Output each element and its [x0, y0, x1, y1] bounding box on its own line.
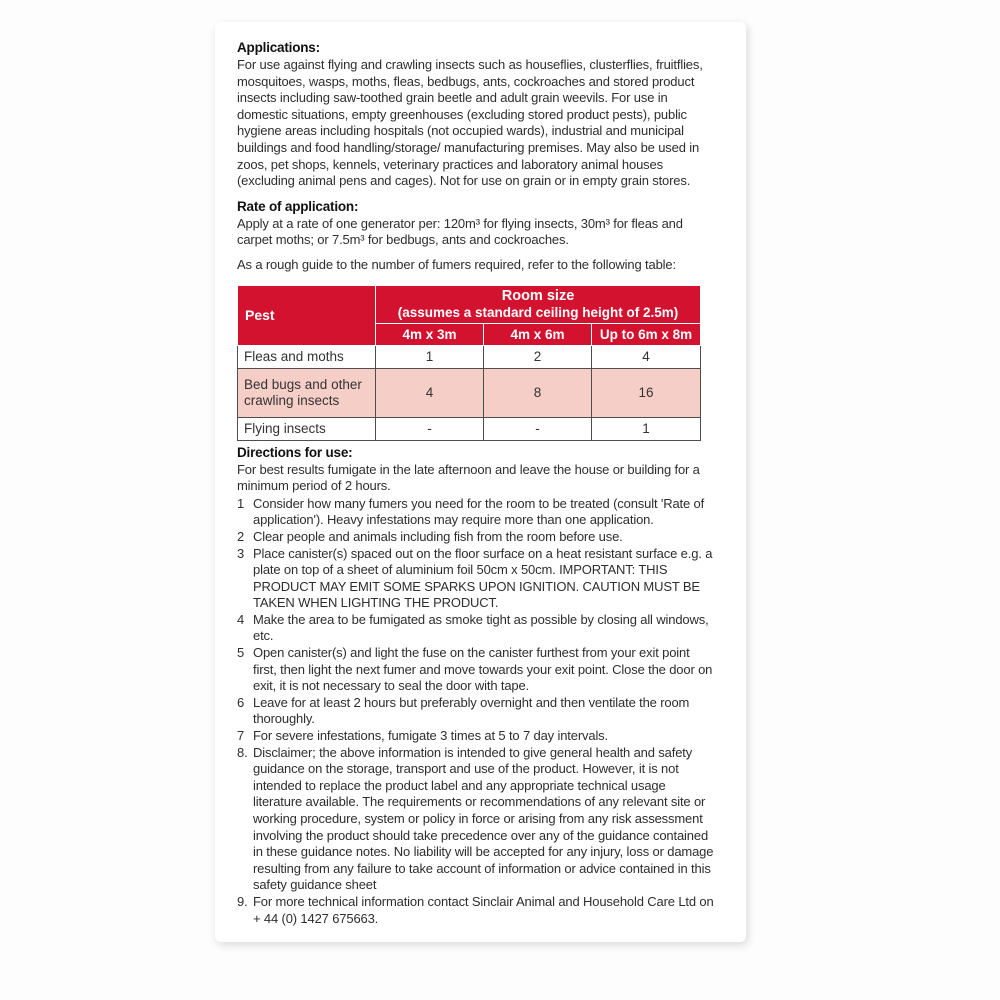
room-size-group-header: [376, 285, 701, 323]
label-sheet: [215, 22, 746, 942]
pest-name: Bed bugs and other crawling insects: [238, 368, 376, 417]
direction-step-9: [237, 894, 716, 927]
step-text: Make the area to be fumigated as smoke tight as possible by closing all windows, etc.: [253, 611, 709, 644]
step-text: Consider how many fumers you need for the room to be treated (consult 'Rate of application'). Heavy infestations may require more than one application.: [253, 495, 705, 528]
pest-name: Flying insects: [238, 417, 376, 440]
step-text: Clear people and animals including fish from the room before use.: [253, 528, 623, 544]
applications-heading: Applications:: [237, 40, 320, 55]
fumer-count: -: [376, 417, 484, 440]
fumer-count: 1: [592, 417, 701, 440]
direction-step-4: [237, 612, 716, 645]
rate-section: [237, 199, 716, 274]
step-number: 6: [237, 694, 245, 710]
fumer-count: 4: [592, 345, 701, 368]
fumer-count: 1: [376, 345, 484, 368]
step-number: 8.: [237, 744, 248, 760]
column-header-6x8: Up to 6m x 8m: [592, 323, 701, 345]
direction-step-1: [237, 496, 716, 529]
step-text: Leave for at least 2 hours but preferably overnight and then ventilate the room thoroughly.: [253, 694, 690, 727]
step-text: Disclaimer; the above information is intended to give general health and safety guidance on the storage, transport and use of the product. However, it is not intended to replace the product label and any appropriate technical usage literature available. The requirements or recommendations of any relevant site or working procedure, system or policy in force or arising from any risk assessment involving the product should take precedence over any of the guidance contained in these guidance notes. No liability will be accepted for any injury, loss or damage resulting from any failure to take account of information or advice contained in this safety guidance sheet: [253, 744, 714, 893]
table-row: [238, 345, 701, 368]
direction-step-5: [237, 645, 716, 695]
room-size-subtitle: (assumes a standard ceiling height of 2.5m): [397, 304, 679, 320]
applications-body: For use against flying and crawling insects such as houseflies, clusterflies, fruitflies, mosquitoes, wasps, moths, fleas, bedbugs, ants, cockroaches and stored product insects including saw-toothed grain beetle and adult grain weevils. For use in domestic situations, empty greenhouses (excluding stored product pests), public hygiene areas including hospitals (not occupied wards), industrial and municipal buildings and food handling/storage/ manufacturing premises. May also be used in zoos, pet shops, kennels, veterinary practices and laboratory animal houses (excluding animal pens and cages). Not for use on grain or in empty grain stores.: [237, 57, 703, 189]
pest-column-header: Pest: [238, 285, 376, 345]
direction-step-2: [237, 529, 716, 546]
column-header-4x3: 4m x 3m: [376, 323, 484, 345]
fumer-count: 16: [592, 368, 701, 417]
step-number: 2: [237, 528, 245, 544]
direction-step-6: [237, 695, 716, 728]
step-number: 5: [237, 645, 245, 661]
step-number: 9.: [237, 893, 248, 909]
rate-body: Apply at a rate of one generator per: 120m³ for flying insects, 30m³ for fleas and carpet moths; or 7.5m³ for bedbugs, ants and cockroaches.: [237, 215, 683, 248]
step-number: 1: [237, 495, 245, 511]
table-guide-text: As a rough guide to the number of fumers required, refer to the following table:: [237, 256, 676, 272]
pest-name: Fleas and moths: [238, 345, 376, 368]
fumer-requirements-table: [237, 285, 701, 441]
step-number: 3: [237, 545, 245, 561]
fumer-count: 4: [376, 368, 484, 417]
table-row: [238, 368, 701, 417]
fumer-count: -: [484, 417, 592, 440]
fumer-count: 2: [484, 345, 592, 368]
directions-heading: Directions for use:: [237, 444, 353, 460]
directions-section: [237, 445, 716, 928]
column-header-4x6: 4m x 6m: [484, 323, 592, 345]
step-number: 4: [237, 611, 245, 627]
step-text: Place canister(s) spaced out on the floor surface on a heat resistant surface e.g. a plate on top of a sheet of aluminium foil 50cm x 50cm. IMPORTANT: THIS PRODUCT MAY EMIT SOME SPARKS UPON IGNITION. CAUTION MUST BE TAKEN WHEN LIGHTING THE PRODUCT.: [253, 545, 713, 611]
fumer-count: 8: [484, 368, 592, 417]
direction-step-8: [237, 745, 716, 894]
direction-step-7: [237, 728, 716, 745]
table-row: [238, 417, 701, 440]
step-text: For severe infestations, fumigate 3 times at 5 to 7 day intervals.: [253, 728, 608, 744]
applications-section: [237, 40, 716, 190]
room-size-title: Room size: [501, 287, 575, 304]
directions-intro: For best results fumigate in the late afternoon and leave the house or building for a minimum period of 2 hours.: [237, 461, 700, 494]
step-text: For more technical information contact Sinclair Animal and Household Care Ltd on + 44 (0) 1427 675663.: [253, 893, 714, 926]
step-text: Open canister(s) and light the fuse on the canister furthest from your exit point first, then light the next fumer and move towards your exit point. Close the door on exit, it is not necessary to seal the door with tape.: [253, 645, 713, 694]
direction-step-3: [237, 546, 716, 612]
rate-heading: Rate of application:: [237, 198, 359, 214]
step-number: 7: [237, 728, 245, 744]
